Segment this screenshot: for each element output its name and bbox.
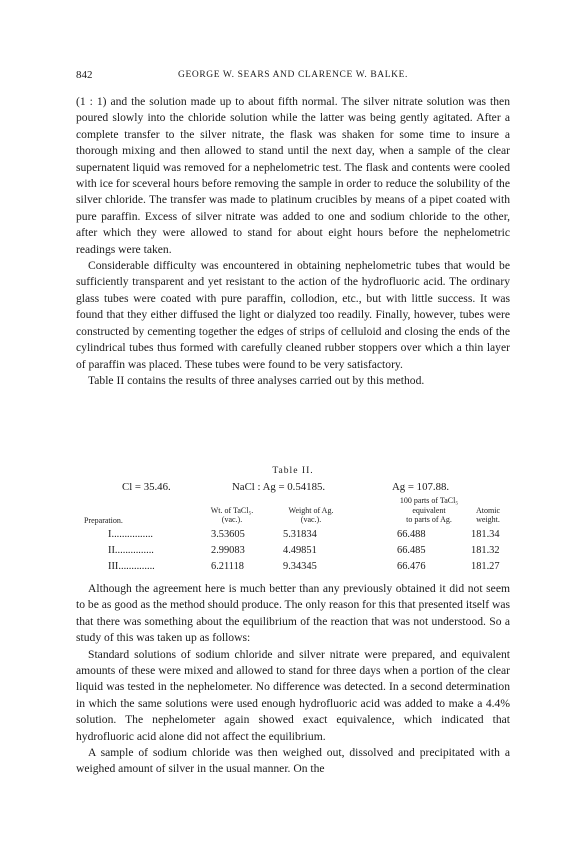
header-wt-tacl-sub: (vac.). (221, 515, 243, 524)
leader-dots: ............... (114, 545, 154, 556)
header-equiv-line1: 100 parts of TaCl₅ (399, 496, 459, 505)
constant-ag: Ag = 107.88. (392, 481, 450, 493)
cell-atomic: 181.34 (471, 529, 500, 540)
row-label: II (108, 545, 115, 556)
paragraph: A sample of sodium chloride was then weighed out, dissolved and precipitated with a weighed amount of silver in the usual manner. On the (76, 746, 510, 776)
paragraph: Table II contains the results of three analyses carried out by this method. (88, 373, 425, 387)
cell-equiv: 66.488 (397, 529, 426, 540)
constant-ratio: NaCl : Ag = 0.54185. (232, 481, 326, 493)
cell-wt-ag: 5.31834 (283, 529, 317, 540)
table-title: Table II. (272, 465, 314, 476)
paragraph: Although the agreement here is much better than any previously obtained it did not seem to be as good as the method should produce. The only reason for this that presented itself was that there was something about the equilibrium of the reaction that was not understood. So a study of this was taken up as follows: (76, 582, 510, 645)
cell-wt-tacl: 3.53605 (211, 529, 245, 540)
header-atomic: Atomic (476, 506, 500, 515)
leader-dots: .............. (118, 561, 155, 572)
cell-atomic: 181.27 (471, 561, 500, 572)
header-wt-ag-sub: (vac.). (300, 515, 322, 524)
cell-atomic: 181.32 (471, 545, 500, 556)
header-preparation: Preparation. (84, 516, 123, 525)
header-wt-ag: Weight of Ag. (288, 506, 334, 515)
header-wt-tacl: Wt. of TaCl₅. (210, 506, 254, 515)
header-equiv-line3: to parts of Ag. (406, 515, 452, 524)
constant-cl: Cl = 35.46. (122, 481, 171, 493)
cell-wt-ag: 4.49851 (283, 545, 317, 556)
leader-dots: ................ (111, 529, 154, 540)
paragraph: Standard solutions of sodium chloride and silver nitrate were prepared, and equivalent amounts of these were mixed and allowed to stand for three days when a portion of the clear liquid was tested in the nephelometer. No difference was detected. In a second determination in which the same solutions were used enough hydrofluoric acid was added to make a 4.4% solution. The nephelometer again showed exact equivalence, which indicated that hydrofluoric acid alone did not affect the equilibrium. (76, 647, 510, 743)
cell-wt-tacl: 2.99083 (211, 545, 245, 556)
header-equiv-line2: equivalent (412, 506, 446, 515)
page-header (76, 69, 510, 83)
cell-equiv: 66.476 (397, 561, 426, 572)
row-label: I (108, 529, 112, 540)
row-label: III (108, 561, 119, 572)
text-block-bottom (76, 581, 510, 778)
paragraph: Considerable difficulty was encountered in obtaining nephelometric tubes that would be sufficiently transparent and yet resistant to the action of the hydrofluoric acid. The ordinary glass tubes were coated with pure paraffin, collodion, etc., but with little success. It was found that they either diffused the light or dialyzed too readily. Finally, however, tubes were constructed by cementing together the edges of strips of celluloid and closing the ends of the cylindrical tubes thus formed with carefully cleaned rubber stoppers over which a thin layer of paraffin was placed. These tubes were found to be very satisfactory. (76, 259, 510, 371)
text-block-top (76, 94, 510, 389)
cell-wt-tacl: 6.21118 (211, 561, 244, 572)
running-title: GEORGE W. SEARS AND CLARENCE W. BALKE. (178, 70, 408, 80)
header-atomic-sub: weight. (476, 515, 500, 524)
page-number: 842 (76, 69, 93, 81)
cell-wt-ag: 9.34345 (283, 561, 317, 572)
cell-equiv: 66.485 (397, 545, 426, 556)
paragraph: (1 : 1) and the solution made up to about fifth normal. The silver nitrate solution was then poured slowly into the chloride solution while the latter was being gently agitated. After a complete transfer to the silver nitrate, the flask was shaken for some time to insure a thorough mixing and then allowed to stand until the next day, when a sample of the clear supernatent liquid was removed for a nephelometric test. The flask and contents were cooled with ice for sceveral hours before removing the sample in order to reduce the solubility of the silver chloride. The transfer was made to platinum crucibles by means of a pipet coated with pure paraffin. Excess of silver nitrate was added to one and sodium chloride to the other, after which they were allowed to stand for about eight hours before the nephelometric readings were taken. (76, 95, 510, 256)
